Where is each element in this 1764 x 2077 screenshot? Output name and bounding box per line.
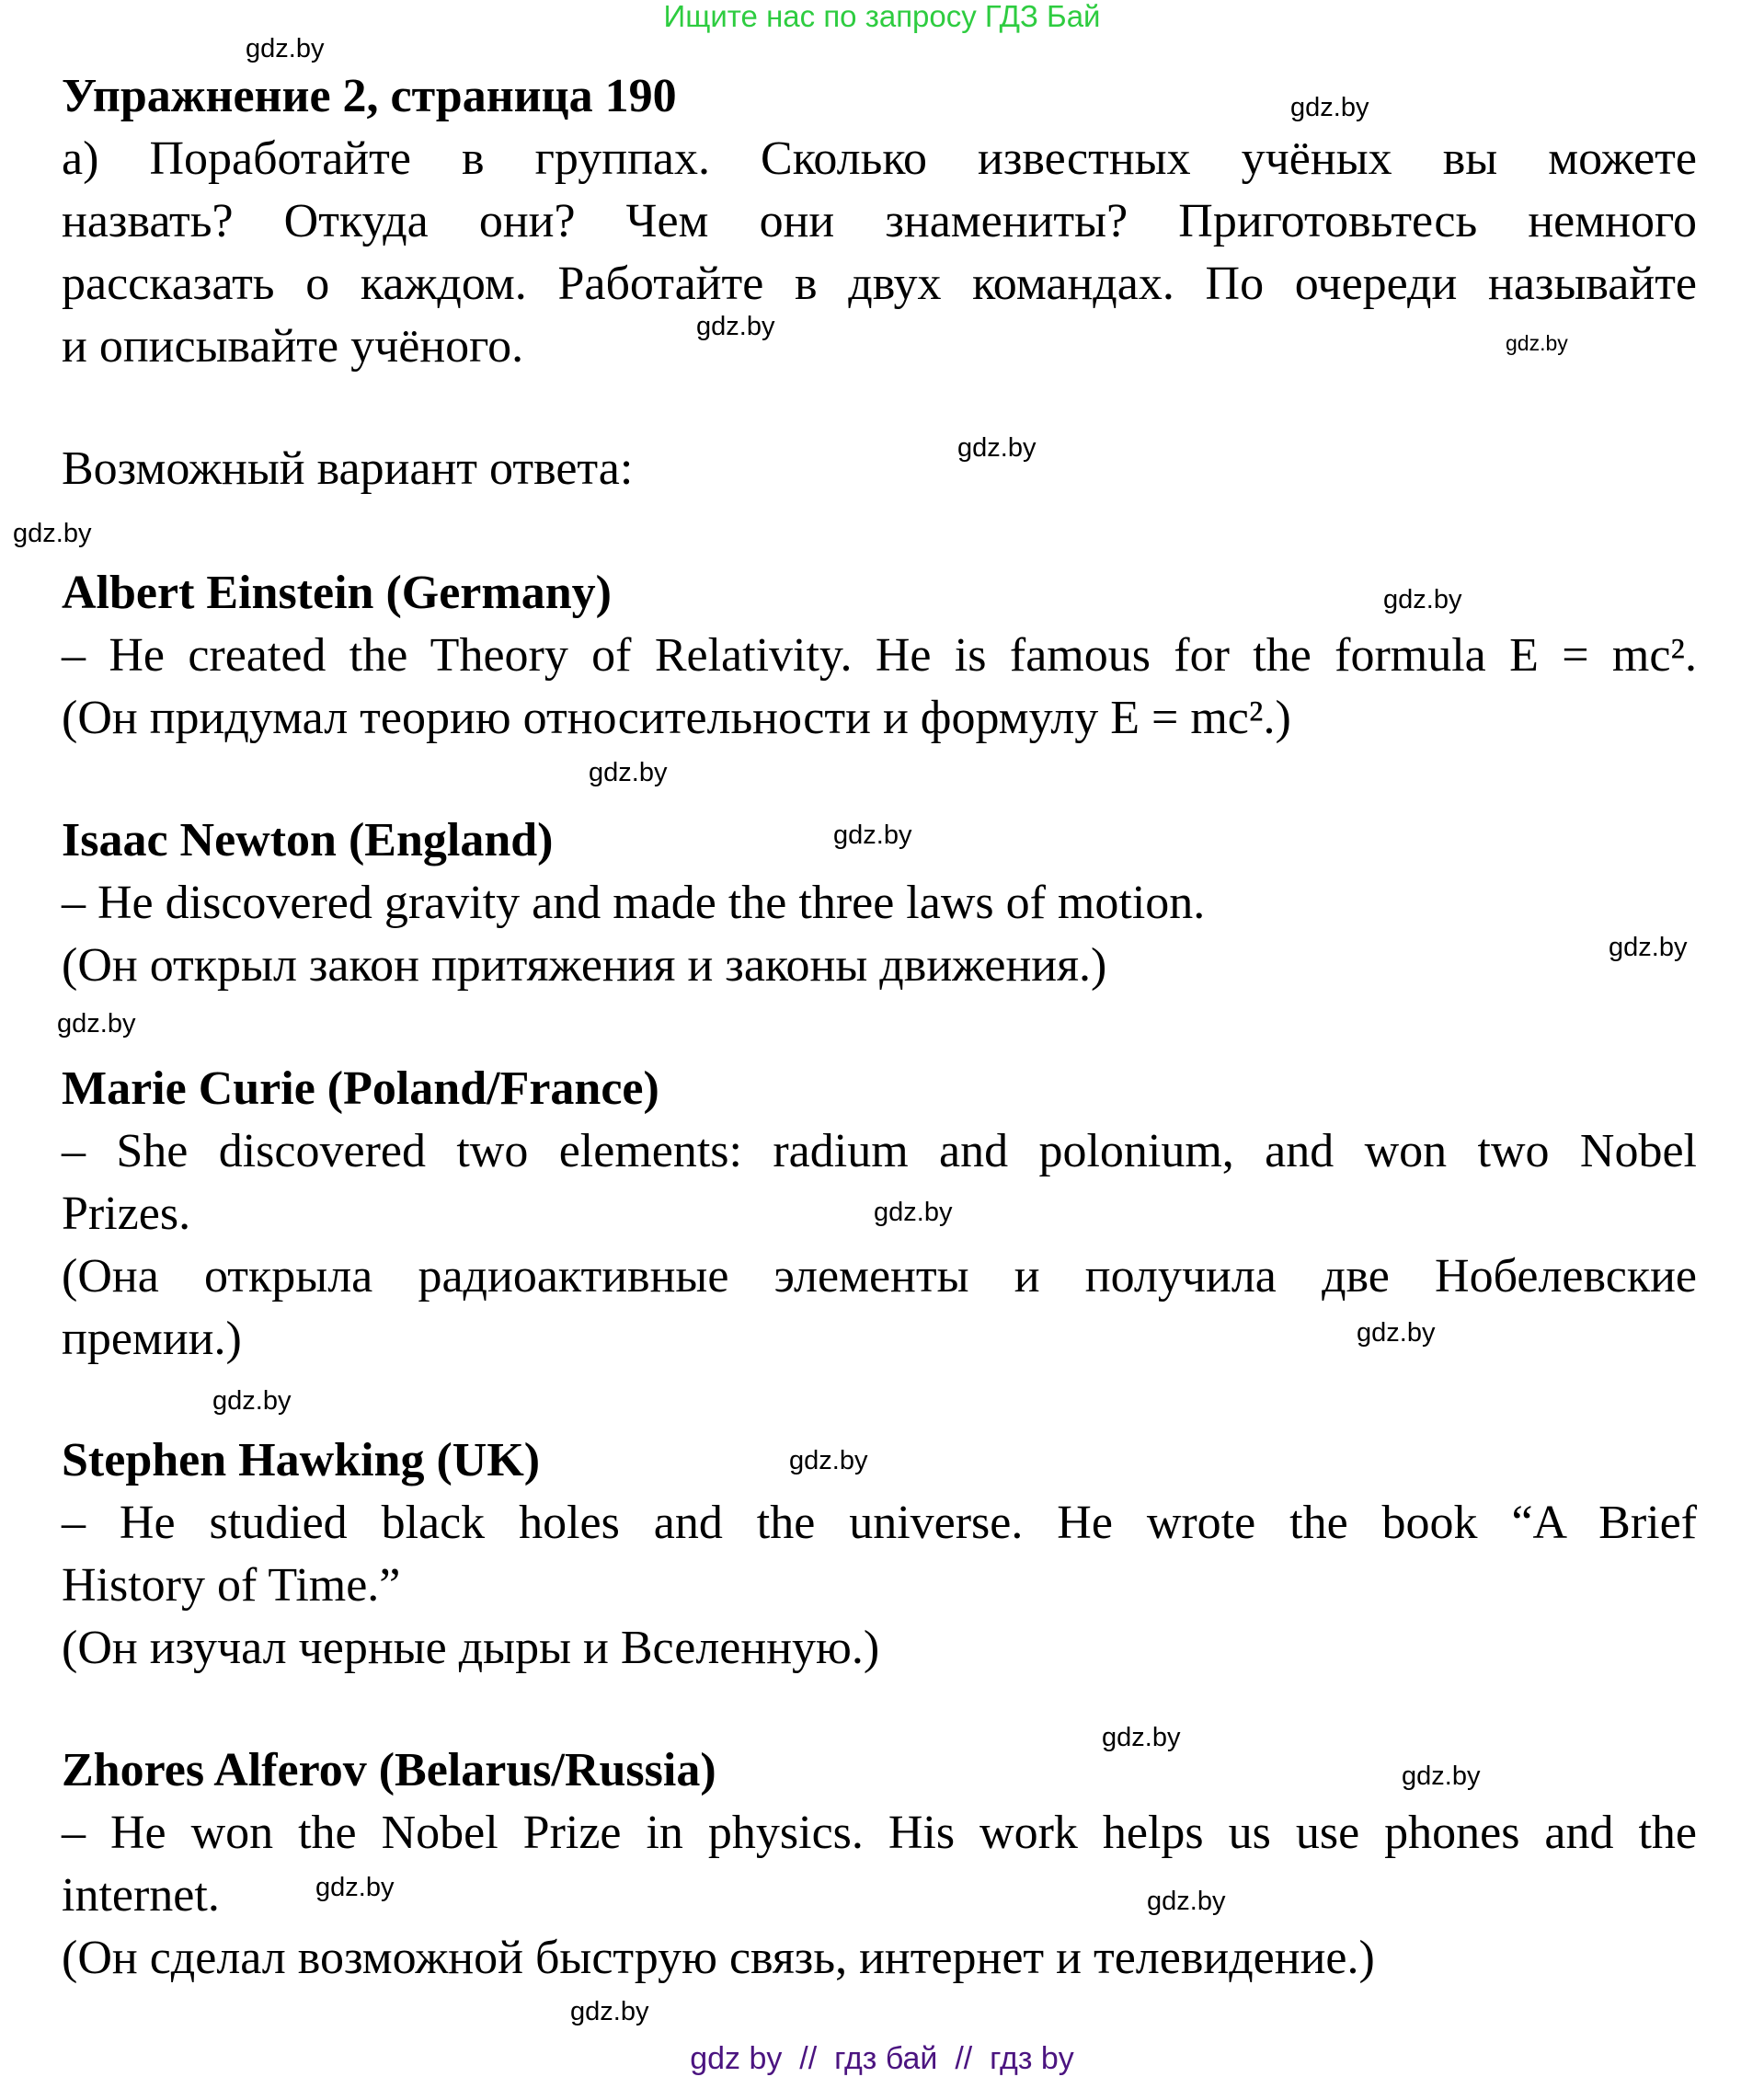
scientist-description-line: (Она открыла радиоактивные элементы и получила две Нобелевские (62, 1250, 1697, 1302)
task-line: назвать? Откуда они? Чем они знамениты? Приготовьтесь немного (62, 195, 1697, 247)
watermark: gdz.by (57, 1009, 136, 1038)
scientist-description-line: – He studied black holes and the universe. He wrote the book “A Brief (62, 1497, 1697, 1549)
watermark: gdz.by (246, 34, 325, 63)
watermark: gdz.by (13, 519, 92, 548)
scientist-description-line: – He discovered gravity and made the three laws of motion. (62, 877, 1206, 929)
watermark: gdz.by (696, 312, 775, 341)
task-text (62, 128, 1697, 378)
scientist-description-line: History of Time.” (62, 1559, 401, 1612)
scientist-description-line: – He won the Nobel Prize in physics. His work helps us use phones and the (62, 1807, 1697, 1859)
watermark: gdz.by (589, 758, 668, 787)
answer-label-block (62, 438, 1697, 500)
scientist-description-line: – She discovered two elements: radium and polonium, and won two Nobel (62, 1125, 1697, 1177)
watermark: gdz.by (1402, 1761, 1481, 1791)
scientist-heading: Zhores Alferov (Belarus/Russia) (62, 1744, 716, 1796)
scientist-description-line: internet. (62, 1869, 220, 1922)
watermark: gdz.by (957, 433, 1037, 463)
exercise-title-block (62, 65, 1697, 128)
watermark: gdz.by (315, 1873, 395, 1902)
watermark: gdz.by (1102, 1723, 1181, 1752)
watermark: gdz.by (1506, 331, 1568, 355)
scientist-heading: Marie Curie (Poland/France) (62, 1062, 659, 1115)
scientist-heading: Albert Einstein (Germany) (62, 567, 612, 619)
task-line: и описывайте учёного. (62, 320, 524, 373)
answer-label: Возможный вариант ответа: (62, 442, 634, 495)
task-line: рассказать о каждом. Работайте в двух командах. По очереди называйте (62, 258, 1697, 310)
watermark: gdz.by (833, 820, 912, 850)
scientist-description-line: премии.) (62, 1313, 242, 1365)
watermark: gdz.by (1290, 93, 1369, 122)
footer-links: gdz by // гдз бай // гдз by (690, 2041, 1074, 2076)
scientist-entry (62, 1429, 1697, 1680)
scientist-description-line: – He created the Theory of Relativity. He is famous for the formula E = mc². (62, 629, 1697, 682)
search-banner: Ищите нас по запросу ГДЗ Бай (663, 0, 1101, 33)
scientist-description-line: (Он изучал черные дыры и Вселенную.) (62, 1622, 880, 1674)
scientist-description-line: (Он открыл закон притяжения и законы движения.) (62, 939, 1107, 992)
exercise-title: Упражнение 2, страница 190 (62, 70, 677, 122)
scientist-description-line: (Он сделал возможной быструю связь, интернет и телевидение.) (62, 1932, 1375, 1984)
watermark: gdz.by (874, 1198, 953, 1227)
watermark: gdz.by (1609, 933, 1688, 962)
watermark: gdz.by (212, 1386, 292, 1416)
watermark: gdz.by (1147, 1887, 1226, 1916)
watermark: gdz.by (789, 1446, 868, 1475)
watermark: gdz.by (1383, 585, 1462, 614)
task-line: а) Поработайте в группах. Сколько известных учёных вы можете (62, 132, 1697, 185)
watermark: gdz.by (570, 1997, 649, 2026)
scientist-heading: Stephen Hawking (UK) (62, 1434, 541, 1486)
scientist-description-line: Prizes. (62, 1188, 191, 1240)
watermark: gdz.by (1357, 1318, 1436, 1348)
scientist-heading: Isaac Newton (England) (62, 814, 554, 866)
scientist-description-line: (Он придумал теорию относительности и формулу E = mc².) (62, 692, 1291, 744)
